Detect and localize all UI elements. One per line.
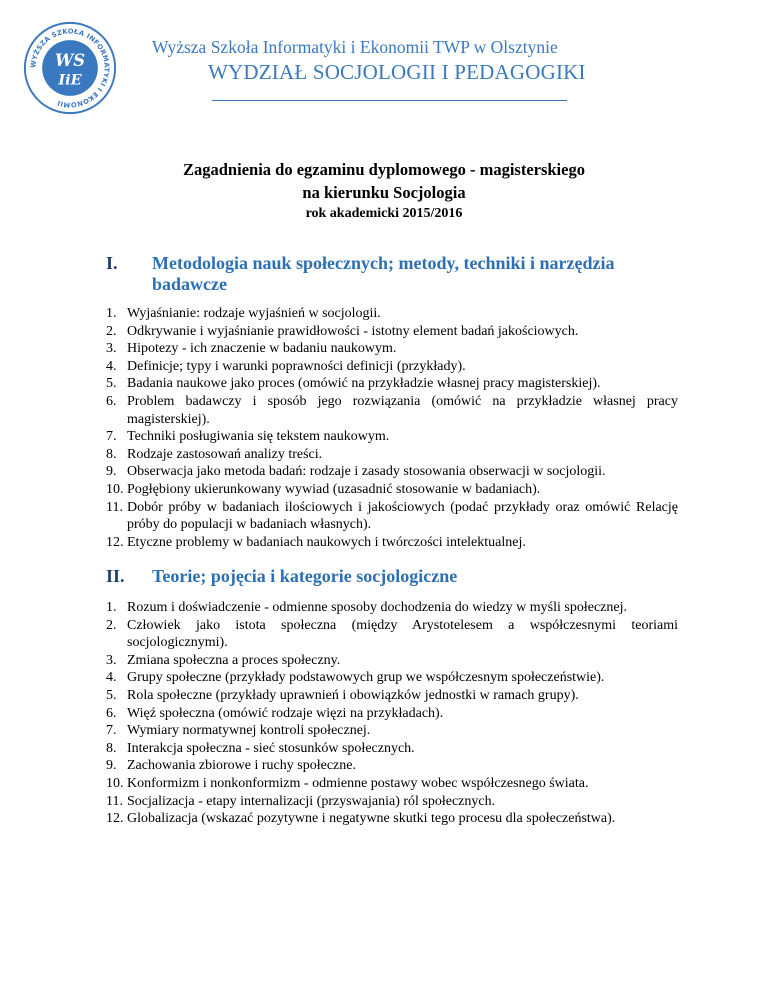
list-item-number: 1.	[106, 600, 117, 615]
list-item-number: 5.	[106, 376, 117, 392]
list-item-text: Interakcja społeczna - sieć stosunków społecznych.	[127, 740, 415, 756]
list-item-text: Definicje; typy i warunki poprawności definicji (przykłady).	[127, 358, 466, 374]
list-item-text: Konformizm i nonkonformizm - odmienne postawy wobec współczesnego świata.	[127, 775, 589, 791]
list-item	[106, 323, 678, 341]
institution-name: Wyższa Szkoła Informatyki i Ekonomii TWP w Olsztynie	[152, 37, 558, 57]
list-item	[106, 375, 678, 393]
list-item	[106, 428, 678, 446]
list-item-number: 8.	[106, 446, 117, 462]
section-2-numeral: II.	[106, 566, 125, 586]
document-title-line2: na kierunku Socjologia	[302, 183, 466, 202]
list-item	[106, 499, 678, 534]
list-item-text: Grupy społeczne (przykłady podstawowych grup we współczesnym społeczeństwie).	[127, 670, 605, 686]
document-title-line1: Zagadnienia do egzaminu dyplomowego - magisterskiego	[183, 160, 585, 179]
list-item-number: 2.	[106, 323, 117, 339]
list-item	[106, 463, 678, 481]
list-item-text: Problem badawczy i sposób jego rozwiązania (omówić na przykładzie własnej pracy magisterskiej).	[127, 393, 678, 427]
list-item-text: Badania naukowe jako proces (omówić na przykładzie własnej pracy magisterskiej).	[127, 376, 601, 392]
list-item	[106, 481, 678, 499]
list-item-text: Odkrywanie i wyjaśnianie prawidłowości - istotny element badań jakościowych.	[127, 323, 579, 339]
list-item	[106, 652, 678, 670]
list-item-number: 10.	[106, 481, 124, 497]
list-item-number: 11.	[106, 793, 123, 809]
list-item	[106, 793, 678, 811]
list-item	[106, 775, 678, 793]
list-item-text: Pogłębiony ukierunkowany wywiad (uzasadnić stosowanie w badaniach).	[127, 481, 541, 497]
list-item	[106, 687, 678, 705]
list-item	[106, 669, 678, 687]
list-item-text: Człowiek jako istota społeczna (między Arystotelesem a współczesnymi teoriami socjologicznymi).	[127, 617, 678, 651]
faculty-name: WYDZIAŁ SOCJOLOGII I PEDAGOGIKI	[208, 60, 586, 84]
list-item-number: 9.	[106, 464, 117, 480]
list-item	[106, 534, 678, 552]
list-item-text: Zmiana społeczna a proces społeczny.	[127, 652, 341, 668]
svg-text:WS: WS	[54, 51, 86, 71]
list-item-text: Wyjaśnianie: rodzaje wyjaśnień w socjologii.	[127, 306, 381, 321]
list-item	[106, 810, 678, 828]
list-item-number: 6.	[106, 705, 117, 721]
list-item	[106, 340, 678, 358]
list-item-number: 12.	[106, 811, 124, 827]
list-item-text: Obserwacja jako metoda badań: rodzaje i zasady stosowania obserwacji w socjologii.	[127, 464, 606, 480]
header-divider	[212, 100, 567, 101]
list-item-number: 5.	[106, 687, 117, 703]
list-item	[106, 358, 678, 376]
list-item-text: Etyczne problemy w badaniach naukowych i twórczości intelektualnej.	[127, 534, 526, 550]
list-item-number: 10.	[106, 775, 124, 791]
list-item-text: Zachowania zbiorowe i ruchy społeczne.	[127, 758, 356, 774]
list-item-text: Więź społeczna (omówić rodzaje więzi na przykładach).	[127, 705, 444, 721]
list-item	[106, 740, 678, 758]
list-item-number: 1.	[106, 306, 117, 321]
list-item-text: Hipotezy - ich znaczenie w badaniu naukowym.	[127, 341, 397, 357]
list-item-text: Socjalizacja - etapy internalizacji (przyswajania) ról społecznych.	[127, 793, 496, 809]
logo-ring-text: WYŻSZA SZKOŁA INFORMATYKI I EKONOMII	[29, 27, 111, 109]
section-1-numeral: I.	[106, 253, 118, 273]
section-2-title: Teorie; pojęcia i kategorie socjologiczne	[152, 566, 458, 586]
list-item	[106, 757, 678, 775]
list-item-text: Rozum i doświadczenie - odmienne sposoby dochodzenia do wiedzy w myśli społecznej.	[127, 600, 627, 615]
list-item	[106, 705, 678, 723]
section-1-list	[106, 305, 678, 551]
list-item-number: 12.	[106, 534, 124, 550]
list-item-number: 11.	[106, 499, 123, 515]
list-item-number: 3.	[106, 341, 117, 357]
list-item	[106, 305, 678, 323]
list-item	[106, 722, 678, 740]
list-item-number: 3.	[106, 652, 117, 668]
list-item	[106, 393, 678, 428]
section-1-title: Metodologia nauk społecznych; metody, techniki i narzędzia badawcze	[152, 253, 615, 294]
university-logo	[22, 20, 118, 116]
list-item-text: Globalizacja (wskazać pozytywne i negatywne skutki tego procesu dla społeczeństwa).	[127, 811, 616, 827]
list-item-number: 2.	[106, 617, 117, 633]
list-item-text: Rodzaje zastosowań analizy treści.	[127, 446, 323, 462]
list-item-text: Rola społeczne (przykłady uprawnień i obowiązków jednostki w ramach grupy).	[127, 687, 579, 703]
list-item-text: Techniki posługiwania się tekstem naukowym.	[127, 429, 390, 445]
section-2-list	[106, 599, 678, 828]
list-item-number: 9.	[106, 758, 117, 774]
list-item-number: 6.	[106, 393, 117, 409]
list-item	[106, 446, 678, 464]
list-item	[106, 617, 678, 652]
list-item-number: 7.	[106, 723, 117, 739]
academic-year: rok akademicki 2015/2016	[305, 206, 463, 221]
list-item-text: Dobór próby w badaniach ilościowych i jakościowych (podać przykłady oraz omówić Relację próby do populacji w badaniach własnych).	[127, 499, 678, 533]
list-item-number: 7.	[106, 429, 117, 445]
list-item-number: 8.	[106, 740, 117, 756]
list-item-number: 4.	[106, 670, 117, 686]
svg-text:IiE: IiE	[58, 71, 82, 89]
list-item-text: Wymiary normatywnej kontroli społecznej.	[127, 723, 371, 739]
list-item	[106, 599, 678, 617]
list-item-number: 4.	[106, 358, 117, 374]
